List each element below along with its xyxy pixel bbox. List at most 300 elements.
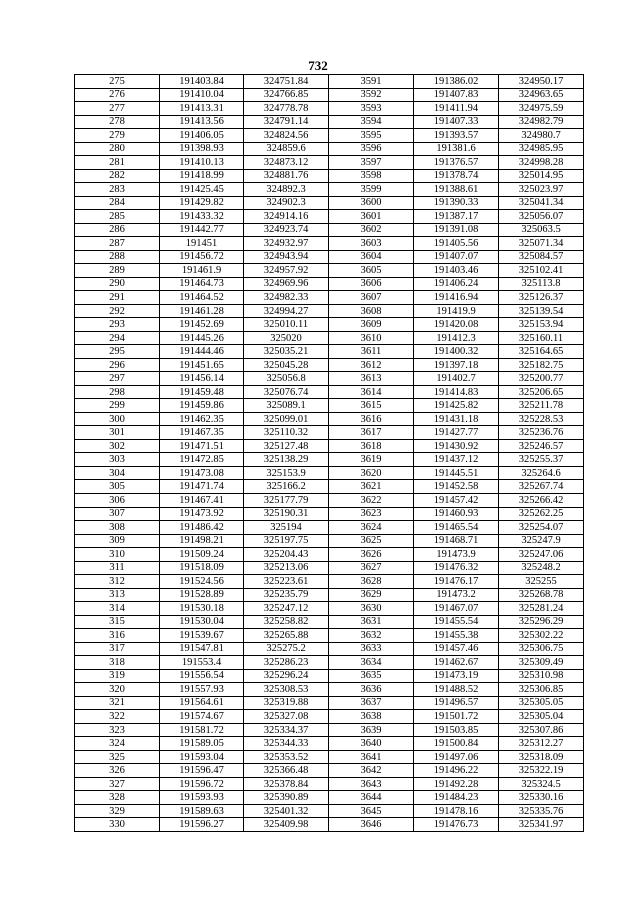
point-number-cell: 319 (75, 669, 160, 683)
x-coordinate-cell: 191444.46 (160, 345, 244, 359)
x-coordinate-cell: 191406.24 (414, 277, 499, 291)
x-coordinate-cell: 191456.14 (160, 372, 244, 386)
table-row (75, 399, 584, 413)
point-number-cell: 3596 (329, 142, 414, 156)
y-coordinate-cell: 325160.11 (499, 331, 584, 345)
point-number-cell: 3629 (329, 588, 414, 602)
table-row (75, 426, 584, 440)
table-row (75, 764, 584, 778)
point-number-cell: 3631 (329, 615, 414, 629)
x-coordinate-cell: 191451.65 (160, 358, 244, 372)
table-row (75, 385, 584, 399)
point-number-cell: 307 (75, 507, 160, 521)
y-coordinate-cell: 325182.75 (499, 358, 584, 372)
y-coordinate-cell: 325302.22 (499, 629, 584, 643)
y-coordinate-cell: 325110.32 (244, 426, 329, 440)
y-coordinate-cell: 325246.57 (499, 439, 584, 453)
point-number-cell: 3646 (329, 818, 414, 832)
y-coordinate-cell: 324873.12 (244, 156, 329, 170)
point-number-cell: 3641 (329, 750, 414, 764)
x-coordinate-cell: 191445.26 (160, 331, 244, 345)
x-coordinate-cell: 191406.05 (160, 129, 244, 143)
y-coordinate-cell: 325056.07 (499, 210, 584, 224)
x-coordinate-cell: 191471.74 (160, 480, 244, 494)
y-coordinate-cell: 325204.43 (244, 548, 329, 562)
x-coordinate-cell: 191530.18 (160, 602, 244, 616)
point-number-cell: 303 (75, 453, 160, 467)
x-coordinate-cell: 191462.35 (160, 412, 244, 426)
x-coordinate-cell: 191431.18 (414, 412, 499, 426)
y-coordinate-cell: 325076.74 (244, 385, 329, 399)
y-coordinate-cell: 325324.5 (499, 777, 584, 791)
point-number-cell: 3593 (329, 102, 414, 116)
y-coordinate-cell: 325281.24 (499, 602, 584, 616)
y-coordinate-cell: 325335.76 (499, 804, 584, 818)
point-number-cell: 3610 (329, 331, 414, 345)
table-row (75, 480, 584, 494)
x-coordinate-cell: 191476.73 (414, 818, 499, 832)
y-coordinate-cell: 325268.78 (499, 588, 584, 602)
x-coordinate-cell: 191419.9 (414, 304, 499, 318)
x-coordinate-cell: 191574.67 (160, 710, 244, 724)
y-coordinate-cell: 324943.94 (244, 250, 329, 264)
table-row (75, 439, 584, 453)
x-coordinate-cell: 191500.84 (414, 737, 499, 751)
y-coordinate-cell: 325045.28 (244, 358, 329, 372)
table-row (75, 291, 584, 305)
point-number-cell: 3635 (329, 669, 414, 683)
y-coordinate-cell: 325409.98 (244, 818, 329, 832)
y-coordinate-cell: 325153.9 (244, 466, 329, 480)
point-number-cell: 3637 (329, 696, 414, 710)
x-coordinate-cell: 191452.58 (414, 480, 499, 494)
y-coordinate-cell: 325366.48 (244, 764, 329, 778)
x-coordinate-cell: 191476.17 (414, 575, 499, 589)
y-coordinate-cell: 324969.96 (244, 277, 329, 291)
table-row (75, 804, 584, 818)
y-coordinate-cell: 325267.74 (499, 480, 584, 494)
x-coordinate-cell: 191416.94 (414, 291, 499, 305)
y-coordinate-cell: 325153.94 (499, 318, 584, 332)
point-number-cell: 3598 (329, 169, 414, 183)
x-coordinate-cell: 191492.28 (414, 777, 499, 791)
x-coordinate-cell: 191553.4 (160, 656, 244, 670)
point-number-cell: 3621 (329, 480, 414, 494)
x-coordinate-cell: 191455.54 (414, 615, 499, 629)
point-number-cell: 3623 (329, 507, 414, 521)
x-coordinate-cell: 191386.02 (414, 75, 499, 89)
x-coordinate-cell: 191403.84 (160, 75, 244, 89)
point-number-cell: 3604 (329, 250, 414, 264)
table-row (75, 669, 584, 683)
point-number-cell: 280 (75, 142, 160, 156)
y-coordinate-cell: 325286.23 (244, 656, 329, 670)
x-coordinate-cell: 191403.46 (414, 264, 499, 278)
x-coordinate-cell: 191464.73 (160, 277, 244, 291)
point-number-cell: 3603 (329, 237, 414, 251)
x-coordinate-cell: 191405.56 (414, 237, 499, 251)
x-coordinate-cell: 191433.32 (160, 210, 244, 224)
point-number-cell: 310 (75, 548, 160, 562)
x-coordinate-cell: 191557.93 (160, 683, 244, 697)
y-coordinate-cell: 325265.88 (244, 629, 329, 643)
y-coordinate-cell: 325020 (244, 331, 329, 345)
table-row (75, 88, 584, 102)
y-coordinate-cell: 325258.82 (244, 615, 329, 629)
x-coordinate-cell: 191459.48 (160, 385, 244, 399)
y-coordinate-cell: 325089.1 (244, 399, 329, 413)
table-row (75, 331, 584, 345)
point-number-cell: 277 (75, 102, 160, 116)
x-coordinate-cell: 191596.47 (160, 764, 244, 778)
y-coordinate-cell: 325166.2 (244, 480, 329, 494)
point-number-cell: 3640 (329, 737, 414, 751)
point-number-cell: 309 (75, 534, 160, 548)
x-coordinate-cell: 191402.7 (414, 372, 499, 386)
point-number-cell: 324 (75, 737, 160, 751)
x-coordinate-cell: 191484.23 (414, 791, 499, 805)
y-coordinate-cell: 325056.8 (244, 372, 329, 386)
y-coordinate-cell: 325309.49 (499, 656, 584, 670)
point-number-cell: 289 (75, 264, 160, 278)
y-coordinate-cell: 325296.24 (244, 669, 329, 683)
y-coordinate-cell: 325305.05 (499, 696, 584, 710)
point-number-cell: 330 (75, 818, 160, 832)
y-coordinate-cell: 324982.79 (499, 115, 584, 129)
table-row (75, 575, 584, 589)
y-coordinate-cell: 325010.11 (244, 318, 329, 332)
point-number-cell: 3633 (329, 642, 414, 656)
point-number-cell: 290 (75, 277, 160, 291)
y-coordinate-cell: 325318.09 (499, 750, 584, 764)
y-coordinate-cell: 325254.07 (499, 521, 584, 535)
point-number-cell: 3620 (329, 466, 414, 480)
point-number-cell: 326 (75, 764, 160, 778)
table-row (75, 750, 584, 764)
x-coordinate-cell: 191461.28 (160, 304, 244, 318)
y-coordinate-cell: 324963.65 (499, 88, 584, 102)
point-number-cell: 3624 (329, 521, 414, 535)
x-coordinate-cell: 191518.09 (160, 561, 244, 575)
x-coordinate-cell: 191589.05 (160, 737, 244, 751)
x-coordinate-cell: 191596.72 (160, 777, 244, 791)
table-row (75, 723, 584, 737)
x-coordinate-cell: 191556.54 (160, 669, 244, 683)
point-number-cell: 3628 (329, 575, 414, 589)
x-coordinate-cell: 191473.2 (414, 588, 499, 602)
point-number-cell: 295 (75, 345, 160, 359)
x-coordinate-cell: 191407.83 (414, 88, 499, 102)
y-coordinate-cell: 325235.79 (244, 588, 329, 602)
x-coordinate-cell: 191547.81 (160, 642, 244, 656)
table-row (75, 372, 584, 386)
x-coordinate-cell: 191503.85 (414, 723, 499, 737)
table-row (75, 453, 584, 467)
table-row (75, 561, 584, 575)
table-row (75, 521, 584, 535)
table-row (75, 345, 584, 359)
point-number-cell: 291 (75, 291, 160, 305)
y-coordinate-cell: 325255 (499, 575, 584, 589)
y-coordinate-cell: 325084.57 (499, 250, 584, 264)
x-coordinate-cell: 191467.07 (414, 602, 499, 616)
x-coordinate-cell: 191472.85 (160, 453, 244, 467)
table-row (75, 696, 584, 710)
x-coordinate-cell: 191473.92 (160, 507, 244, 521)
table-row (75, 223, 584, 237)
x-coordinate-cell: 191420.08 (414, 318, 499, 332)
x-coordinate-cell: 191460.93 (414, 507, 499, 521)
y-coordinate-cell: 324923.74 (244, 223, 329, 237)
y-coordinate-cell: 325113.8 (499, 277, 584, 291)
x-coordinate-cell: 191459.86 (160, 399, 244, 413)
point-number-cell: 3642 (329, 764, 414, 778)
y-coordinate-cell: 325306.85 (499, 683, 584, 697)
x-coordinate-cell: 191387.17 (414, 210, 499, 224)
table-row (75, 629, 584, 643)
point-number-cell: 3599 (329, 183, 414, 197)
point-number-cell: 320 (75, 683, 160, 697)
point-number-cell: 321 (75, 696, 160, 710)
table-row (75, 548, 584, 562)
x-coordinate-cell: 191456.72 (160, 250, 244, 264)
y-coordinate-cell: 325296.29 (499, 615, 584, 629)
point-number-cell: 299 (75, 399, 160, 413)
point-number-cell: 3591 (329, 75, 414, 89)
x-coordinate-cell: 191461.9 (160, 264, 244, 278)
table-row (75, 102, 584, 116)
table-row (75, 412, 584, 426)
table-row (75, 534, 584, 548)
y-coordinate-cell: 325307.86 (499, 723, 584, 737)
x-coordinate-cell: 191410.13 (160, 156, 244, 170)
point-number-cell: 3607 (329, 291, 414, 305)
x-coordinate-cell: 191407.33 (414, 115, 499, 129)
table-row (75, 642, 584, 656)
y-coordinate-cell: 325247.12 (244, 602, 329, 616)
point-number-cell: 328 (75, 791, 160, 805)
point-number-cell: 286 (75, 223, 160, 237)
point-number-cell: 318 (75, 656, 160, 670)
table-row (75, 818, 584, 832)
x-coordinate-cell: 191413.31 (160, 102, 244, 116)
y-coordinate-cell: 325334.37 (244, 723, 329, 737)
y-coordinate-cell: 324778.78 (244, 102, 329, 116)
y-coordinate-cell: 325236.76 (499, 426, 584, 440)
point-number-cell: 327 (75, 777, 160, 791)
y-coordinate-cell: 324766.85 (244, 88, 329, 102)
y-coordinate-cell: 325197.75 (244, 534, 329, 548)
x-coordinate-cell: 191451 (160, 237, 244, 251)
x-coordinate-cell: 191425.82 (414, 399, 499, 413)
x-coordinate-cell: 191539.67 (160, 629, 244, 643)
y-coordinate-cell: 325378.84 (244, 777, 329, 791)
table-row (75, 237, 584, 251)
x-coordinate-cell: 191471.51 (160, 439, 244, 453)
table-row (75, 277, 584, 291)
x-coordinate-cell: 191486.42 (160, 521, 244, 535)
point-number-cell: 296 (75, 358, 160, 372)
x-coordinate-cell: 191501.72 (414, 710, 499, 724)
y-coordinate-cell: 324932.97 (244, 237, 329, 251)
y-coordinate-cell: 324791.14 (244, 115, 329, 129)
point-number-cell: 3612 (329, 358, 414, 372)
table-row (75, 791, 584, 805)
x-coordinate-cell: 191414.83 (414, 385, 499, 399)
point-number-cell: 3592 (329, 88, 414, 102)
y-coordinate-cell: 325035.21 (244, 345, 329, 359)
y-coordinate-cell: 325164.65 (499, 345, 584, 359)
point-number-cell: 276 (75, 88, 160, 102)
y-coordinate-cell: 324994.27 (244, 304, 329, 318)
point-number-cell: 3613 (329, 372, 414, 386)
y-coordinate-cell: 325190.31 (244, 507, 329, 521)
y-coordinate-cell: 325308.53 (244, 683, 329, 697)
x-coordinate-cell: 191476.32 (414, 561, 499, 575)
y-coordinate-cell: 325401.32 (244, 804, 329, 818)
x-coordinate-cell: 191498.21 (160, 534, 244, 548)
point-number-cell: 305 (75, 480, 160, 494)
table-row (75, 304, 584, 318)
table-row (75, 264, 584, 278)
table-row (75, 169, 584, 183)
y-coordinate-cell: 324751.84 (244, 75, 329, 89)
x-coordinate-cell: 191462.67 (414, 656, 499, 670)
point-number-cell: 300 (75, 412, 160, 426)
y-coordinate-cell: 325255.37 (499, 453, 584, 467)
point-number-cell: 301 (75, 426, 160, 440)
y-coordinate-cell: 325102.41 (499, 264, 584, 278)
x-coordinate-cell: 191478.16 (414, 804, 499, 818)
point-number-cell: 287 (75, 237, 160, 251)
point-number-cell: 3605 (329, 264, 414, 278)
point-number-cell: 325 (75, 750, 160, 764)
point-number-cell: 3636 (329, 683, 414, 697)
point-number-cell: 323 (75, 723, 160, 737)
point-number-cell: 298 (75, 385, 160, 399)
y-coordinate-cell: 325213.06 (244, 561, 329, 575)
point-number-cell: 3634 (329, 656, 414, 670)
y-coordinate-cell: 325228.53 (499, 412, 584, 426)
table-row (75, 75, 584, 89)
y-coordinate-cell: 325071.34 (499, 237, 584, 251)
y-coordinate-cell: 325211.78 (499, 399, 584, 413)
point-number-cell: 3614 (329, 385, 414, 399)
point-number-cell: 283 (75, 183, 160, 197)
y-coordinate-cell: 325099.01 (244, 412, 329, 426)
table-row (75, 466, 584, 480)
x-coordinate-cell: 191581.72 (160, 723, 244, 737)
y-coordinate-cell: 325126.37 (499, 291, 584, 305)
point-number-cell: 278 (75, 115, 160, 129)
x-coordinate-cell: 191509.24 (160, 548, 244, 562)
y-coordinate-cell: 325319.88 (244, 696, 329, 710)
x-coordinate-cell: 191429.82 (160, 196, 244, 210)
y-coordinate-cell: 325312.27 (499, 737, 584, 751)
y-coordinate-cell: 325262.25 (499, 507, 584, 521)
y-coordinate-cell: 325223.61 (244, 575, 329, 589)
x-coordinate-cell: 191427.77 (414, 426, 499, 440)
y-coordinate-cell: 324980.7 (499, 129, 584, 143)
x-coordinate-cell: 191468.71 (414, 534, 499, 548)
point-number-cell: 316 (75, 629, 160, 643)
table-row (75, 737, 584, 751)
y-coordinate-cell: 324950.17 (499, 75, 584, 89)
table-row (75, 507, 584, 521)
point-number-cell: 279 (75, 129, 160, 143)
table-row (75, 683, 584, 697)
table-row (75, 358, 584, 372)
y-coordinate-cell: 325390.89 (244, 791, 329, 805)
x-coordinate-cell: 191488.52 (414, 683, 499, 697)
point-number-cell: 294 (75, 331, 160, 345)
y-coordinate-cell: 324982.33 (244, 291, 329, 305)
x-coordinate-cell: 191496.57 (414, 696, 499, 710)
point-number-cell: 3601 (329, 210, 414, 224)
y-coordinate-cell: 324914.16 (244, 210, 329, 224)
point-number-cell: 3627 (329, 561, 414, 575)
y-coordinate-cell: 325247.06 (499, 548, 584, 562)
x-coordinate-cell: 191381.6 (414, 142, 499, 156)
page-number: 732 (308, 58, 328, 73)
y-coordinate-cell: 324998.28 (499, 156, 584, 170)
point-number-cell: 284 (75, 196, 160, 210)
point-number-cell: 3595 (329, 129, 414, 143)
x-coordinate-cell: 191445.51 (414, 466, 499, 480)
x-coordinate-cell: 191596.27 (160, 818, 244, 832)
y-coordinate-cell: 325200.77 (499, 372, 584, 386)
x-coordinate-cell: 191473.08 (160, 466, 244, 480)
table-row (75, 710, 584, 724)
point-number-cell: 3632 (329, 629, 414, 643)
y-coordinate-cell: 325023.97 (499, 183, 584, 197)
y-coordinate-cell: 325194 (244, 521, 329, 535)
table-row (75, 588, 584, 602)
point-number-cell: 3644 (329, 791, 414, 805)
point-number-cell: 288 (75, 250, 160, 264)
x-coordinate-cell: 191497.06 (414, 750, 499, 764)
x-coordinate-cell: 191524.56 (160, 575, 244, 589)
point-number-cell: 285 (75, 210, 160, 224)
x-coordinate-cell: 191400.32 (414, 345, 499, 359)
x-coordinate-cell: 191411.94 (414, 102, 499, 116)
point-number-cell: 312 (75, 575, 160, 589)
x-coordinate-cell: 191528.89 (160, 588, 244, 602)
y-coordinate-cell: 325353.52 (244, 750, 329, 764)
point-number-cell: 275 (75, 75, 160, 89)
x-coordinate-cell: 191437.12 (414, 453, 499, 467)
point-number-cell: 3622 (329, 493, 414, 507)
point-number-cell: 3625 (329, 534, 414, 548)
y-coordinate-cell: 325014.95 (499, 169, 584, 183)
table-row (75, 210, 584, 224)
y-coordinate-cell: 325322.19 (499, 764, 584, 778)
point-number-cell: 3594 (329, 115, 414, 129)
y-coordinate-cell: 325127.48 (244, 439, 329, 453)
y-coordinate-cell: 324957.92 (244, 264, 329, 278)
table-row (75, 777, 584, 791)
x-coordinate-cell: 191398.93 (160, 142, 244, 156)
x-coordinate-cell: 191407.07 (414, 250, 499, 264)
x-coordinate-cell: 191473.19 (414, 669, 499, 683)
x-coordinate-cell: 191457.42 (414, 493, 499, 507)
point-number-cell: 292 (75, 304, 160, 318)
point-number-cell: 315 (75, 615, 160, 629)
point-number-cell: 314 (75, 602, 160, 616)
point-number-cell: 311 (75, 561, 160, 575)
x-coordinate-cell: 191388.61 (414, 183, 499, 197)
point-number-cell: 3606 (329, 277, 414, 291)
